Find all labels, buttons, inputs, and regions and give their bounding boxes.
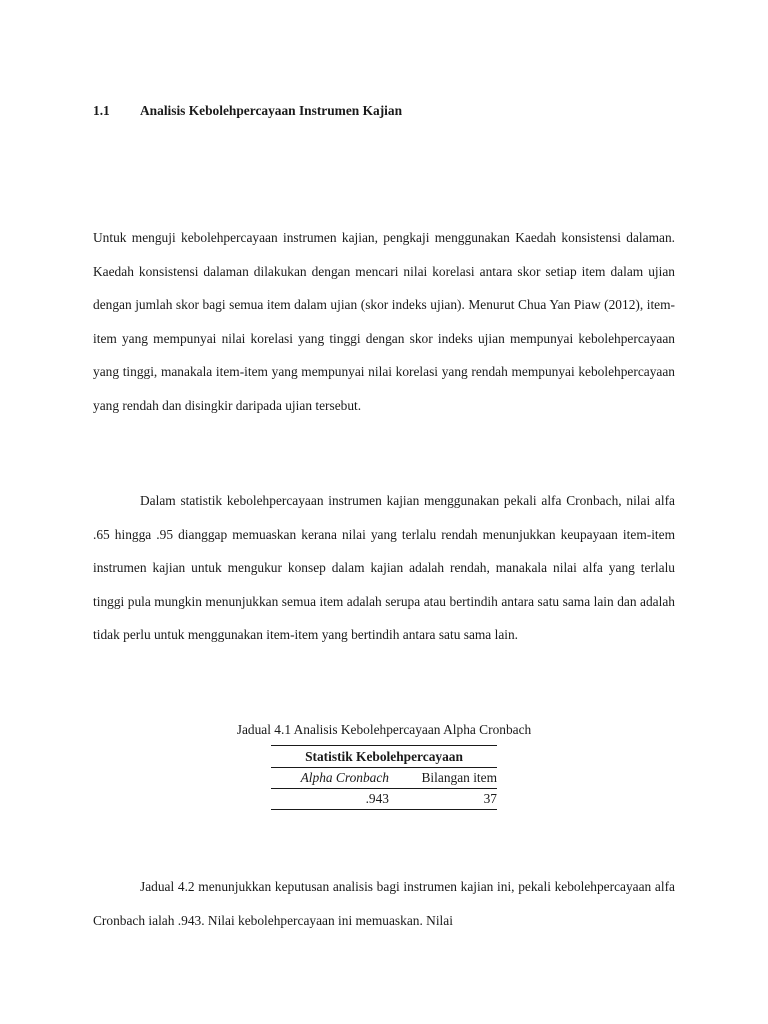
table-caption: Jadual 4.1 Analisis Kebolehpercayaan Alpha Cronbach (236, 722, 532, 737)
paragraph-method: Untuk menguji kebolehpercayaan instrumen kajian, pengkaji menggunakan Kaedah konsistensi dalaman. Kaedah konsistensi dalaman dilakukan dengan mencari nilai korelasi antara skor setiap item dalam ujian dengan jumlah skor bagi semua item dalam ujian (skor indeks ujian). Menurut Chua Yan Piaw (2012), item-item yang mempunyai nilai korelasi yang tinggi dengan skor indeks ujian mempunyai kebolehpercayaan yang tinggi, manakala item-item yang mempunyai nilai korelasi yang rendah mempunyai kebolehpercayaan yang rendah dan disingkir daripada ujian tersebut. (93, 230, 675, 413)
section-number: 1.1 (93, 103, 110, 118)
reliability-table (271, 745, 497, 810)
paragraph-cronbach: Dalam statistik kebolehpercayaan instrumen kajian menggunakan pekali alfa Cronbach, nilai alfa .65 hingga .95 dianggap memuaskan kerana nilai yang terlalu rendah menunjukkan keupayaan item-item instrumen kajian untuk mengukur konsep dalam kajian adalah rendah, manakala nilai alfa yang terlalu tinggi pula mungkin menunjukkan semua item adalah serupa atau bertindih antara satu sama lain dan adalah tidak perlu untuk menggunakan item-item yang bertindih antara satu sama lain. (93, 493, 675, 643)
column-header-alpha: Alpha Cronbach (271, 768, 399, 789)
table-header-row (271, 768, 497, 789)
column-header-items: Bilangan item (399, 768, 497, 789)
item-count-value: 37 (399, 789, 497, 810)
paragraph-results: Jadual 4.2 menunjukkan keputusan analisis bagi instrumen kajian ini, pekali kebolehpercayaan alfa Cronbach ialah .943. Nilai kebolehpercayaan ini memuaskan. Nilai (93, 879, 675, 928)
table-title: Statistik Kebolehpercayaan (271, 746, 497, 768)
section-heading (93, 103, 402, 119)
table-row (271, 789, 497, 810)
table-title-row (271, 746, 497, 768)
blank-line (93, 164, 683, 182)
section-title: Analisis Kebolehpercayaan Instrumen Kajian (140, 103, 403, 118)
alpha-value: .943 (271, 789, 399, 810)
